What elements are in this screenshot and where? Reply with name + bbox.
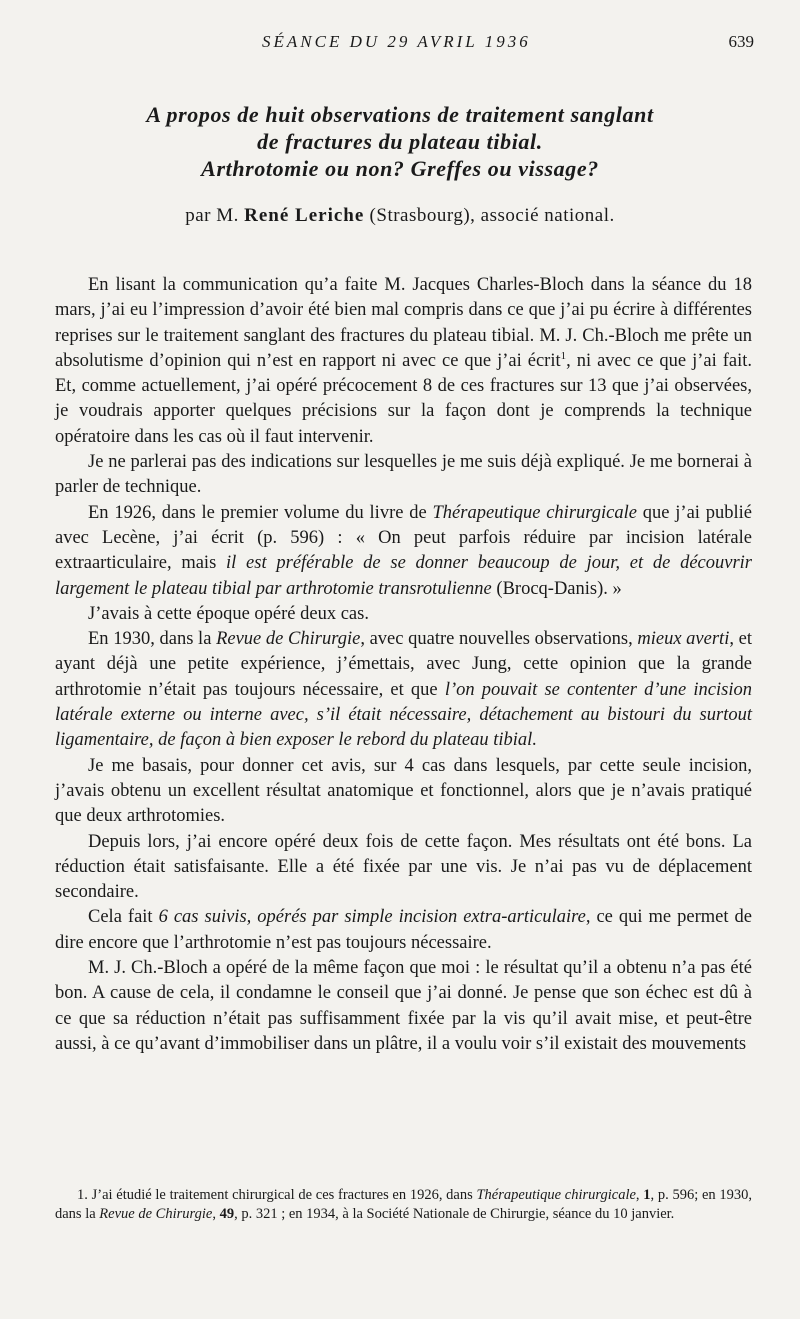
footnote-text-a: 1. J’ai étudié le traitement chirurgical de ces fractures en 1926, dans	[77, 1187, 477, 1203]
footnote-book-title: Thérapeutique chirurgicale	[476, 1187, 636, 1203]
footnote-volume-49: 49	[219, 1206, 235, 1222]
footnote-journal-title: Revue de Chirurgie	[99, 1206, 213, 1222]
footnote-text-d: ,	[212, 1206, 220, 1222]
footnote-1	[55, 1186, 752, 1224]
paragraph-5-text-c: , et ayant déjà une petite expérience, j’émettais, avec Jung, cette opinion que la grande arthrotomie n’était pas toujours nécessaire, et que	[55, 629, 752, 700]
author-name: René Leriche	[244, 205, 365, 226]
paragraph-8	[55, 905, 752, 956]
paragraph-3	[55, 501, 752, 602]
italic-summary: 6 cas suivis, opérés par simple incision extra-articulaire	[158, 907, 586, 928]
paragraph-9: M. J. Ch.-Bloch a opéré de la même façon que moi : le résultat qu’il a obtenu n’a pas été bon. A cause de cela, il condamne le conseil que j’ai donné. Je pense que son échec est dû à ce que sa réduction n’était pas suffisamment fixée par la vis qu’il avait mise, et peut-être aussi, à ce qu’avant d’immobiliser dans un plâtre, il a voulu voir s’il existait des mouvements	[55, 958, 752, 1054]
book-title: Thérapeutique chirurgicale	[432, 502, 637, 523]
paragraph-2: Je ne parlerai pas des indications sur lesquelles je me suis déjà expliqué. Je me bornerai à parler de technique.	[55, 452, 752, 498]
paragraph-8-text-a: Cela fait	[88, 907, 159, 928]
title-line-3: Arthrotomie ou non? Greffes ou vissage?	[201, 156, 599, 181]
quoted-opinion: l’on pouvait se contenter d’une incision latérale externe ou interne avec, s’il était nécessaire, détachement au bistouri du surtout ligamentaire, de façon à bien exposer le rebord du plateau tibial.	[55, 679, 752, 751]
footnote	[55, 1186, 752, 1224]
byline	[60, 205, 740, 227]
paragraph-1-text-a: En lisant la communication qu’a faite M. Jacques Charles-Bloch dans la séance du 18 mars, j’ai eu l’impression d’avoir été bien mal compris dans ce que j’ai pu écrire à différentes reprises sur le traitement sanglant des fractures du plateau tibial. M. J. Ch.-Bloch me prête un absolutisme d’opinion qui n’est en rapport ni avec ce que j’ai écrit	[55, 275, 752, 371]
paragraph-4: J’avais à cette époque opéré deux cas.	[88, 603, 369, 624]
body-text	[55, 273, 752, 1057]
running-head	[0, 32, 800, 54]
paragraph-8-text-b: , ce qui me permet de dire encore que l’arthrotomie n’est pas toujours nécessaire.	[55, 907, 752, 953]
title-line-1: A propos de huit observations de traitement sanglant	[146, 102, 654, 127]
footnote-volume-1: 1	[643, 1187, 651, 1203]
paragraph-5-text-b: , avec quatre nouvelles observations,	[360, 629, 638, 650]
byline-prefix: par M.	[185, 205, 239, 226]
footnote-reference: 1	[560, 349, 567, 362]
paragraph-1	[55, 273, 752, 450]
italic-phrase: mieux averti	[637, 629, 730, 650]
footnote-text-e: , p. 321 ; en 1934, à la Société Nationale de Chirurgie, séance du 10 janvier.	[234, 1206, 675, 1222]
running-title: SÉANCE DU 29 AVRIL 1936	[262, 32, 531, 51]
footnote-text-c: , p. 596; en 1930, dans la	[55, 1187, 753, 1222]
paragraph-1-text-b: , ni avec ce que j’ai fait. Et, comme actuellement, j’ai opéré précocement 8 de ces fractures sur 13 que j’ai observées, je voudrais apporter quelques précisions sur la façon dont je comprends la technique opératoire dans les cas où il faut intervenir.	[55, 350, 752, 447]
title-line-2: de fractures du plateau tibial.	[257, 129, 543, 154]
footnote-text-b: ,	[635, 1187, 644, 1203]
paragraph-3-text-a: En 1926, dans le premier volume du livre de	[88, 502, 433, 523]
quoted-recommendation: il est préférable de se donner beaucoup de jour, et de découvrir largement le plateau tibial par arthrotomie transrotulienne	[55, 553, 753, 599]
paragraph-6: Je me basais, pour donner cet avis, sur 4 cas dans lesquels, par cette seule incision, j’avais obtenu un excellent résultat anatomique et fonctionnel, alors que je n’avais pratiqué que deux arthrotomies.	[55, 755, 752, 827]
paragraph-3-text-b: que j’ai publié avec Lecène, j’ai écrit (p. 596) : « On peut parfois réduire par incision latérale extraarticulaire, mais	[55, 502, 752, 574]
journal-title: Revue de Chirurgie	[216, 629, 361, 650]
paragraph-5	[55, 627, 752, 753]
paragraph-7: Depuis lors, j’ai encore opéré deux fois de cette façon. Mes résultats ont été bons. La réduction était satisfaisante. Elle a été fixée par une vis. Je n’ai pas vu de déplacement secondaire.	[55, 831, 752, 903]
paragraph-3-text-c: (Brocq-Danis). »	[491, 578, 622, 599]
page-number: 639	[728, 32, 754, 51]
paragraph-5-text-a: En 1930, dans la	[88, 629, 217, 650]
article-title	[60, 101, 740, 182]
byline-suffix: (Strasbourg), associé national.	[369, 205, 615, 226]
